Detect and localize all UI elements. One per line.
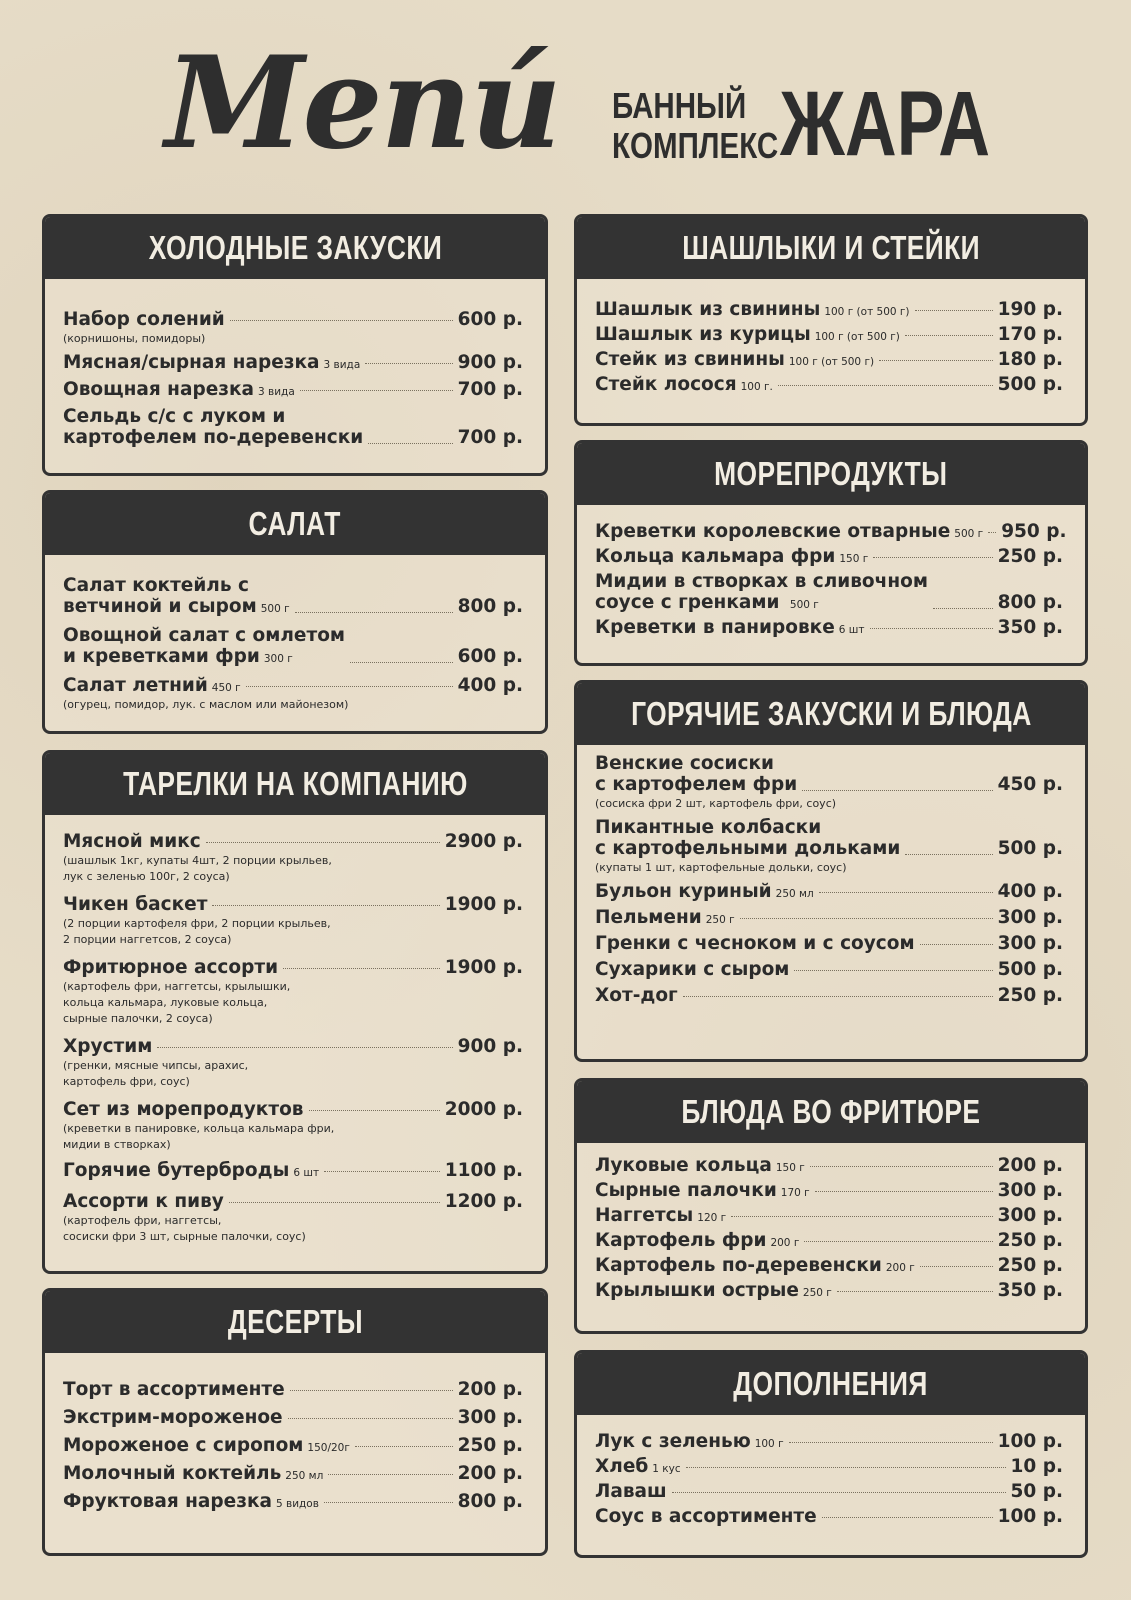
dot-leader xyxy=(802,790,992,791)
dot-leader xyxy=(324,1502,453,1503)
item-price: 250 р. xyxy=(997,1255,1063,1276)
item-name: Торт в ассортименте xyxy=(63,1379,285,1400)
menu-item xyxy=(63,1160,523,1181)
menu-item xyxy=(595,1180,1063,1201)
dot-leader xyxy=(683,996,993,997)
item-name: Сырные палочки xyxy=(595,1180,777,1201)
item-name: Лук с зеленью xyxy=(595,1431,751,1452)
section-hot-dishes xyxy=(574,680,1088,1062)
item-description: (сосиска фри 2 шт, картофель фри, соус) xyxy=(595,797,837,810)
menu-item xyxy=(595,933,1063,954)
section-title-bar xyxy=(45,753,545,815)
menu-item xyxy=(595,1481,1063,1502)
item-price: 10 р. xyxy=(1010,1456,1063,1477)
item-price: 190 р. xyxy=(997,299,1063,320)
item-weight: 200 г xyxy=(885,1262,915,1274)
section-title-bar xyxy=(45,493,545,555)
item-weight: 250 мл xyxy=(775,888,814,900)
menu-item xyxy=(63,1191,523,1244)
menu-item xyxy=(595,985,1063,1006)
menu-item xyxy=(63,1491,523,1512)
item-price: 400 р. xyxy=(997,881,1063,902)
dot-leader xyxy=(789,1442,993,1443)
section-title: БЛЮДА ВО ФРИТЮРЕ xyxy=(681,1093,981,1130)
item-name: Лаваш xyxy=(595,1481,667,1502)
item-name-line1: Венские сосиски xyxy=(595,753,774,774)
item-name: Фруктовая нарезка xyxy=(63,1491,272,1512)
item-price: 350 р. xyxy=(997,617,1063,638)
item-name: Картофель по-деревенски xyxy=(595,1255,882,1276)
item-name: с картофельными дольками xyxy=(595,838,901,859)
item-list xyxy=(45,555,545,712)
menu-item xyxy=(595,374,1063,395)
item-name-line1: Пикантные колбаски xyxy=(595,817,822,838)
menu-item xyxy=(63,625,523,667)
item-list xyxy=(45,279,545,448)
dot-leader xyxy=(206,842,440,843)
item-description: (гренки, мясные чипсы, арахис, xyxy=(63,1059,249,1072)
item-weight: 3 вида xyxy=(258,386,295,398)
dot-leader xyxy=(933,608,993,609)
item-name: Креветки королевские отварные xyxy=(595,521,951,542)
item-description: 2 порции наггетсов, 2 соуса) xyxy=(63,933,232,946)
item-price: 900 р. xyxy=(457,1036,523,1057)
section-extras xyxy=(574,1350,1088,1558)
item-name: Салат летний xyxy=(63,675,208,696)
section-title-bar xyxy=(45,1291,545,1353)
item-weight: 300 г xyxy=(263,653,293,665)
item-name: Шашлык из курицы xyxy=(595,324,811,345)
dot-leader xyxy=(672,1492,1006,1493)
item-price: 900 р. xyxy=(457,352,523,373)
item-price: 250 р. xyxy=(997,1230,1063,1251)
item-price: 800 р. xyxy=(457,596,523,617)
dot-leader xyxy=(246,686,453,687)
item-name: Мясная/сырная нарезка xyxy=(63,352,320,373)
dot-leader xyxy=(815,1191,993,1192)
section-title-bar xyxy=(577,1353,1085,1415)
dot-leader xyxy=(879,360,993,361)
item-price: 300 р. xyxy=(457,1407,523,1428)
item-list xyxy=(577,745,1085,1006)
section-title-bar xyxy=(45,217,545,279)
menu-item xyxy=(595,1431,1063,1452)
item-name: Крылышки острые xyxy=(595,1280,799,1301)
item-weight: 1 кус xyxy=(652,1463,681,1475)
item-name: Набор солений xyxy=(63,309,225,330)
section-title-bar xyxy=(577,217,1085,279)
item-weight: 100 г (от 500 г) xyxy=(824,306,910,318)
item-name: Мясной микс xyxy=(63,831,201,852)
item-name: Креветки в панировке xyxy=(595,617,835,638)
item-name: с картофелем фри xyxy=(595,774,798,795)
item-name: Кольца кальмара фри xyxy=(595,546,836,567)
dot-leader xyxy=(920,944,993,945)
dot-leader xyxy=(229,1202,440,1203)
item-description: (огурец, помидор, лук. с маслом или майонезом) xyxy=(63,698,349,711)
item-weight: 150 г xyxy=(775,1162,805,1174)
menu-item xyxy=(595,546,1063,567)
section-seafood xyxy=(574,440,1088,666)
menu-item xyxy=(595,1230,1063,1251)
section-plates xyxy=(42,750,548,1274)
item-list xyxy=(577,1415,1085,1527)
dot-leader xyxy=(309,1110,440,1111)
item-weight: 100 г (от 500 г) xyxy=(788,356,875,368)
item-name-line1: Сельдь с/с с луком и xyxy=(63,406,286,427)
item-weight: 450 г xyxy=(211,682,241,694)
dot-leader xyxy=(920,1266,993,1267)
menu-item xyxy=(63,1463,523,1484)
dot-leader xyxy=(157,1047,452,1048)
section-title: ДОПОЛНЕНИЯ xyxy=(733,1365,929,1402)
section-title-bar xyxy=(577,683,1085,745)
menu-item xyxy=(595,753,1063,811)
item-name: Экстрим-мороженое xyxy=(63,1407,283,1428)
item-name: Чикен баскет xyxy=(63,894,208,915)
item-price: 500 р. xyxy=(997,838,1063,859)
item-name: Овощная нарезка xyxy=(63,379,255,400)
dot-leader xyxy=(324,1171,440,1172)
dot-leader xyxy=(290,1390,453,1391)
dot-leader xyxy=(365,363,452,364)
menu-item xyxy=(595,1205,1063,1226)
section-title: ТАРЕЛКИ НА КОМПАНИЮ xyxy=(122,765,468,802)
item-weight: 100 г. xyxy=(740,381,773,393)
item-weight: 170 г xyxy=(780,1187,810,1199)
item-name: Мороженое с сиропом xyxy=(63,1435,304,1456)
dot-leader xyxy=(873,557,992,558)
item-name: и креветками фри xyxy=(63,646,260,667)
item-name: Хрустим xyxy=(63,1036,153,1057)
item-weight: 500 г xyxy=(260,603,290,615)
item-price: 400 р. xyxy=(457,675,523,696)
item-description: (картофель фри, наггетсы, крылышки, xyxy=(63,980,291,993)
dot-leader xyxy=(810,1166,993,1167)
item-price: 2000 р. xyxy=(444,1099,523,1120)
item-name-line1: Салат коктейль с xyxy=(63,575,249,596)
dot-leader xyxy=(686,1467,1006,1468)
item-name: Горячие бутерброды xyxy=(63,1160,290,1181)
menu-item xyxy=(63,1099,523,1152)
dot-leader xyxy=(230,320,453,321)
item-price: 500 р. xyxy=(997,374,1063,395)
section-cold-snacks xyxy=(42,214,548,476)
item-name: соусе с гренками xyxy=(595,592,786,613)
menu-item xyxy=(595,571,1063,613)
dot-leader xyxy=(212,905,439,906)
item-price: 800 р. xyxy=(997,592,1063,613)
item-price: 1100 р. xyxy=(444,1160,523,1181)
item-name-line1: Мидии в створках в сливочном xyxy=(595,571,928,592)
item-weight: 6 шт xyxy=(838,624,865,636)
item-name: Хот-дог xyxy=(595,985,678,1006)
item-weight: 250 мл xyxy=(285,1470,324,1482)
item-description: сырные палочки, 2 соуса) xyxy=(63,1012,213,1025)
section-title: МОРЕПРОДУКТЫ xyxy=(714,455,948,492)
menu-item xyxy=(63,309,523,346)
dot-leader xyxy=(328,1474,452,1475)
item-price: 500 р. xyxy=(997,959,1063,980)
dot-leader xyxy=(870,628,993,629)
item-description: кольца кальмара, луковые кольца, xyxy=(63,996,268,1009)
dot-leader xyxy=(905,335,993,336)
item-name: Шашлык из свинины xyxy=(595,299,821,320)
item-price: 600 р. xyxy=(457,309,523,330)
item-description: сосиски фри 3 шт, сырные палочки, соус) xyxy=(63,1230,306,1243)
dot-leader xyxy=(905,854,992,855)
menu-item xyxy=(595,817,1063,875)
menu-item xyxy=(595,881,1063,902)
menu-item xyxy=(63,352,523,373)
brand-subtitle xyxy=(612,86,778,166)
menu-item xyxy=(63,831,523,884)
item-list xyxy=(45,815,545,1244)
menu-item xyxy=(63,1435,523,1456)
item-price: 300 р. xyxy=(997,1180,1063,1201)
item-description: картофель фри, соус) xyxy=(63,1075,190,1088)
dot-leader xyxy=(794,970,992,971)
dot-leader xyxy=(355,1446,453,1447)
item-name: Картофель фри xyxy=(595,1230,767,1251)
menu-item xyxy=(63,406,523,448)
item-weight: 100 г (от 500 г) xyxy=(814,331,900,343)
item-name: Фритюрное ассорти xyxy=(63,957,279,978)
menu-item xyxy=(595,1456,1063,1477)
item-price: 2900 р. xyxy=(444,831,523,852)
item-weight: 120 г xyxy=(697,1212,727,1224)
item-name: Пельмени xyxy=(595,907,702,928)
item-weight: 100 г xyxy=(754,1438,784,1450)
section-desserts xyxy=(42,1288,548,1556)
item-price: 600 р. xyxy=(457,646,523,667)
item-name-line1: Овощной салат с омлетом xyxy=(63,625,346,646)
item-name: Сет из морепродуктов xyxy=(63,1099,304,1120)
item-name: Молочный коктейль xyxy=(63,1463,282,1484)
item-price: 1900 р. xyxy=(444,957,523,978)
item-weight: 150 г xyxy=(839,553,869,565)
menu-item xyxy=(63,675,523,712)
menu-item xyxy=(595,1255,1063,1276)
item-name: картофелем по-деревенски xyxy=(63,427,364,448)
item-price: 950 р. xyxy=(1001,521,1067,542)
item-description: лук с зеленью 100г, 2 соуса) xyxy=(63,870,230,883)
item-price: 450 р. xyxy=(997,774,1063,795)
menu-item xyxy=(63,894,523,947)
item-price: 200 р. xyxy=(997,1155,1063,1176)
item-price: 800 р. xyxy=(457,1491,523,1512)
item-price: 200 р. xyxy=(457,1463,523,1484)
dot-leader xyxy=(819,892,993,893)
menu-item xyxy=(595,617,1063,638)
item-weight: 200 г xyxy=(770,1237,800,1249)
dot-leader xyxy=(988,532,996,533)
item-name: Соус в ассортименте xyxy=(595,1506,817,1527)
item-name: Луковые кольца xyxy=(595,1155,772,1176)
item-price: 100 р. xyxy=(997,1431,1063,1452)
item-price: 250 р. xyxy=(997,985,1063,1006)
item-list xyxy=(577,279,1085,395)
item-list xyxy=(45,1353,545,1512)
dot-leader xyxy=(915,310,993,311)
section-salad xyxy=(42,490,548,734)
section-title: САЛАТ xyxy=(248,505,342,542)
section-title: ДЕСЕРТЫ xyxy=(227,1303,363,1340)
item-name: Гренки с чесноком и с соусом xyxy=(595,933,915,954)
dot-leader xyxy=(778,385,993,386)
item-description: (купаты 1 шт, картофельные дольки, соус) xyxy=(595,861,847,874)
menu-item xyxy=(595,1506,1063,1527)
item-price: 700 р. xyxy=(457,427,523,448)
item-price: 700 р. xyxy=(457,379,523,400)
item-price: 300 р. xyxy=(997,933,1063,954)
item-weight: 250 г xyxy=(802,1287,832,1299)
menu-item xyxy=(595,959,1063,980)
section-title-bar xyxy=(577,1081,1085,1143)
menu-item xyxy=(595,907,1063,928)
item-description: (картофель фри, наггетсы, xyxy=(63,1214,222,1227)
item-name: Стейк из свинины xyxy=(595,349,785,370)
menu-item xyxy=(63,379,523,400)
menu-item xyxy=(595,324,1063,345)
item-description: мидии в створках) xyxy=(63,1138,171,1151)
item-price: 250 р. xyxy=(457,1435,523,1456)
item-price: 100 р. xyxy=(997,1506,1063,1527)
dot-leader xyxy=(350,662,453,663)
item-weight: 150/20г xyxy=(307,1442,350,1454)
item-price: 170 р. xyxy=(997,324,1063,345)
item-weight: 250 г xyxy=(705,914,735,926)
menu-item xyxy=(63,1379,523,1400)
item-price: 180 р. xyxy=(997,349,1063,370)
menu-item xyxy=(63,575,523,617)
menu-item xyxy=(595,349,1063,370)
item-name: Стейк лосося xyxy=(595,374,737,395)
dot-leader xyxy=(368,443,452,444)
section-title: ХОЛОДНЫЕ ЗАКУСКИ xyxy=(148,229,442,266)
brand-name: ЖАРА xyxy=(780,73,991,175)
menu-item xyxy=(595,1155,1063,1176)
item-name: Сухарики с сыром xyxy=(595,959,790,980)
item-name: ветчиной и сыром xyxy=(63,596,257,617)
section-deep-fried xyxy=(574,1078,1088,1334)
dot-leader xyxy=(288,1418,453,1419)
item-weight: 6 шт xyxy=(293,1167,320,1179)
item-weight: 500 г xyxy=(789,599,819,611)
item-description: (2 порции картофеля фри, 2 порции крыльев, xyxy=(63,917,331,930)
item-price: 300 р. xyxy=(997,1205,1063,1226)
item-description: (шашлык 1кг, купаты 4шт, 2 порции крыльев, xyxy=(63,854,332,867)
item-price: 1200 р. xyxy=(444,1191,523,1212)
item-price: 250 р. xyxy=(997,546,1063,567)
item-price: 350 р. xyxy=(997,1280,1063,1301)
dot-leader xyxy=(740,918,993,919)
dot-leader xyxy=(837,1291,993,1292)
menu-item xyxy=(63,1407,523,1428)
section-kebabs-steaks xyxy=(574,214,1088,426)
item-price: 1900 р. xyxy=(444,894,523,915)
section-title-bar xyxy=(577,443,1085,505)
item-name: Бульон куриный xyxy=(595,881,772,902)
item-name: Ассорти к пиву xyxy=(63,1191,224,1212)
dot-leader xyxy=(283,968,440,969)
menu-item xyxy=(595,521,1067,542)
section-title: ШАШЛЫКИ И СТЕЙКИ xyxy=(682,229,980,266)
item-description: (корнишоны, помидоры) xyxy=(63,332,206,345)
item-weight: 5 видов xyxy=(276,1498,319,1510)
item-price: 300 р. xyxy=(997,907,1063,928)
menu-item xyxy=(595,1280,1063,1301)
item-name: Хлеб xyxy=(595,1456,649,1477)
brand-sub-line2: КОМПЛЕКС xyxy=(612,125,779,166)
menu-item xyxy=(595,299,1063,320)
item-name: Наггетсы xyxy=(595,1205,694,1226)
item-price: 200 р. xyxy=(457,1379,523,1400)
section-title: ГОРЯЧИЕ ЗАКУСКИ И БЛЮДА xyxy=(630,695,1032,732)
dot-leader xyxy=(295,612,453,613)
brand-sub-line1: БАННЫЙ xyxy=(612,85,747,126)
dot-leader xyxy=(300,390,453,391)
item-list xyxy=(577,505,1085,638)
item-weight: 500 г xyxy=(954,528,984,540)
dot-leader xyxy=(804,1241,992,1242)
menu-item xyxy=(63,1036,523,1089)
dot-leader xyxy=(822,1517,993,1518)
item-weight: 3 вида xyxy=(323,359,361,371)
menu-item xyxy=(63,957,523,1026)
menu-logo: Menú xyxy=(165,29,560,177)
dot-leader xyxy=(731,1216,993,1217)
item-price: 50 р. xyxy=(1010,1481,1063,1502)
item-list xyxy=(577,1143,1085,1301)
item-description: (креветки в панировке, кольца кальмара фри, xyxy=(63,1122,335,1135)
